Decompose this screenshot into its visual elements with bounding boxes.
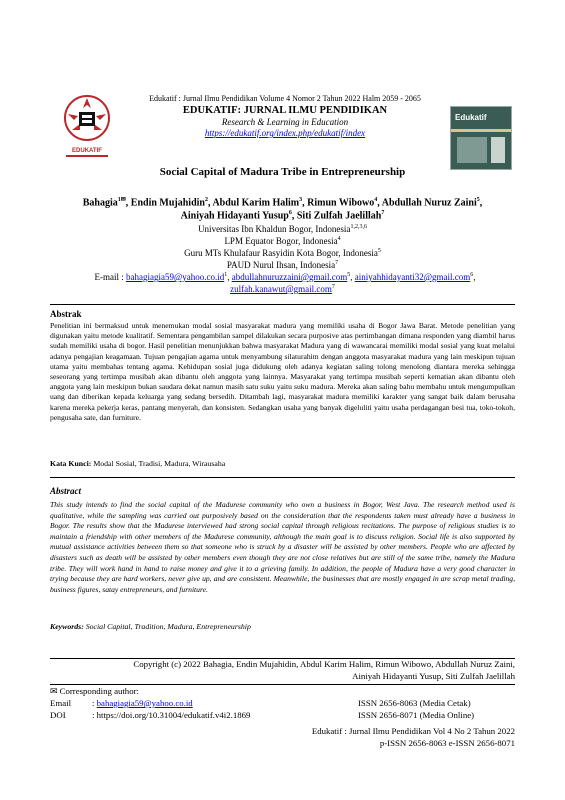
author-superscript: 3 [299, 197, 303, 203]
issn-print: ISSN 2656-8063 (Media Cetak) [358, 698, 471, 708]
copyright-line-2: Ainiyah Hidayanti Yusup, Siti Zulfah Jaelillah [352, 671, 515, 681]
author-superscript: 7 [381, 210, 385, 216]
author-list-line-2 [30, 210, 535, 221]
abstrak-heading: Abstrak [50, 309, 82, 319]
author-name: , Siti Zulfah Jaelillah [291, 210, 382, 222]
author-name: , Abdul Karim Halim [208, 197, 300, 209]
journal-logo [58, 92, 116, 166]
issn-online: ISSN 2656-8071 (Media Online) [358, 710, 475, 720]
doi-value: : https://doi.org/10.31004/edukatif.v4i2.1869 [92, 710, 251, 720]
email-link-2[interactable]: abdullahnuruzzaini@gmail.com [231, 272, 348, 282]
affiliation-2: LPM Equator Bogor, Indonesia$^4$ [224, 236, 341, 246]
author-superscript: 6 [288, 210, 292, 216]
abstract-body: This study intends to find the social capital of the Madurese community who own a business in Bogor, West Java. The research method used is qualitative, while the sampling was carried out purposively based on the consideration that the respondents taken must already have a business in Bogor. The results show that the Madurese interviewed had strong social capital through religious recitations. The purpose of religious studies is to maintain a friendship with other members of the Madurese community, although the main goal is to discuss religion. Social life is also supported by mutual assistance activities between them so that someone who is struck by a disaster will be assisted by other members. People who are affected by disasters such as death will be assisted by other members even though they are not close relatives but are still of the same tribe, namely the Madura tribe. They will work hand in hand to raise money and give it to a grieving family. In addition, the people of Madura have a very good character in trying because they are hard workers, never give up, and are consistent. Meanwhile, the businesses that are mostly engaged in are scrap metal trading, business figures, satay entrepreneurs, and furniture. [50, 500, 515, 594]
footer-journal-line: Edukatif : Jurnal Ilmu Pendidikan Vol 4 No 2 Tahun 2022 [311, 726, 515, 736]
author-name: Ainiyah Hidayanti Yusup [180, 210, 289, 222]
corresponding-email: : bahagiagia59@yahoo.co.id [92, 698, 193, 708]
doi-label: DOI [50, 710, 66, 720]
journal-name: EDUKATIF: JURNAL ILMU PENDIDIKAN [182, 105, 388, 116]
abstract-heading: Abstract [50, 486, 82, 496]
divider [50, 304, 515, 305]
affiliation-1: Universitas Ibn Khaldun Bogor, Indonesia$^{1,2,3,6}$ [198, 224, 367, 234]
affiliation-3: Guru MTs Khulafaur Rasyidin Kota Bogor, Indonesia$^5$ [184, 248, 381, 258]
copyright-line-1: Copyright (c) 2022 Bahagia, Endin Mujahidin, Abdul Karim Halim, Rimun Wibowo, Abdullah Nuruz Zaini, [133, 659, 515, 669]
author-superscript: 1✉ [117, 197, 126, 203]
email-link-1[interactable]: bahagiagia59@yahoo.co.id [125, 272, 225, 282]
kata-kunci: Kata Kunci: Modal Sosial, Tradisi, Madura, Wirausaha [50, 459, 226, 468]
corresponding-author-label: ✉ Corresponding author: [50, 686, 139, 696]
journal-subtitle: Research & Learning in Education [221, 117, 349, 127]
divider [50, 658, 515, 659]
author-superscript: 4 [374, 197, 378, 203]
footer-issn-line: p-ISSN 2656-8063 e-ISSN 2656-8071 [379, 738, 515, 748]
author-name: , [479, 197, 483, 209]
affiliation-4: PAUD Nurul Ihsan, Indonesia$^7$ [226, 260, 339, 270]
divider [50, 477, 515, 478]
cover-title: Edukatif [455, 113, 487, 122]
author-name: , Endin Mujahidin [125, 197, 205, 209]
email-link-4[interactable]: zulfah.kanawut@gmail.com [230, 284, 332, 294]
email-link-3[interactable]: ainiyahhidayanti32@gmail.com [354, 272, 471, 282]
journal-cover-image [450, 106, 512, 170]
author-list-line-1 [30, 196, 535, 208]
corresponding-email-link[interactable]: bahagiagia59@yahoo.co.id [96, 698, 193, 708]
author-emails-line-2: zulfah.kanawut@gmail.com$^7$ [230, 284, 335, 294]
author-superscript: 2 [205, 197, 208, 203]
envelope-icon: ✉ [50, 686, 58, 696]
paper-title: Social Capital of Madura Tribe in Entrepreneurship [159, 166, 406, 178]
author-name: , Abdullah Nuruz Zaini [377, 197, 477, 209]
logo-text: EDUKATIF [72, 148, 102, 154]
divider [50, 684, 515, 685]
author-superscript: 5 [476, 197, 480, 203]
author-name: Bahagia [82, 197, 118, 209]
email-label: Email [50, 698, 72, 708]
author-name: , Rimun Wibowo [302, 197, 375, 209]
abstrak-body: Penelitian ini bermaksud untuk menemukan modal sosial masyarakat madura yang memiliki usaha di Bogor Jawa Barat. Metode penelitian yang digunakan yaitu metode kualitatif. Sementara pengambilan sampel dilakukan secara purposive atas pertimbangan dimana responden yang diambil harus sudah memiliki usaha di bogor. Hasil penelitian menunjukkan bahwa masyarakat Madura yang di wawancarai memiliki modal sosial yang kuat melalui adanya pengajian keagamaan. Tujuan pengajian agama untuk menyambung silaturahim dengan anggota masyarakat madura yang lain meskipun tujuan utama yaitu membahas tentang agama. Kehidupan sosial juga didukung oleh adanya kegiatan saling tolong menolong diantara mereka sehingga seseorang yang tertimpa musibah akan dibantu oleh anggota yang lainnya. Masyarakat yang tertimpa musibah seperti kematian akan dibantu oleh anggota yang lain meskipun bukan saudara dekat namun masih satu suku yaitu suku madura. Mereka akan saling bahu membahu untuk mengumpulkan uang dan diberikan kepada keluarga yang sedang bersedih. Ditambah lagi, masyarakat madura memiliki karakter yang sangat baik dalam berusaha karena mereka pekerja keras, pantang menyerah, dan konsisten. Sedangkan usaha yang banyak digeluliti yaitu usaha perdagangan besi tua, toko-tokoh, pengusaha sate, dan furniture. [50, 321, 515, 422]
author-emails-line-1: E-mail : $bahagiagia59@yahoo.co.id^1$, abdullahnuruzzaini@gmail.com$^5$, ainiyahhidayanti32@gmail.com$^6$, [94, 272, 476, 282]
journal-issue-line: Edukatif : Jurnal Ilmu Pendidikan Volume 4 Nomor 2 Tahun 2022 Halm 2059 - 2065 [149, 94, 421, 103]
keywords: Keywords: Social Capital, Tradition, Madura, Entrepreneurship [50, 622, 251, 631]
journal-url-link[interactable]: https://edukatif.org/index.php/edukatif/index [204, 128, 366, 138]
